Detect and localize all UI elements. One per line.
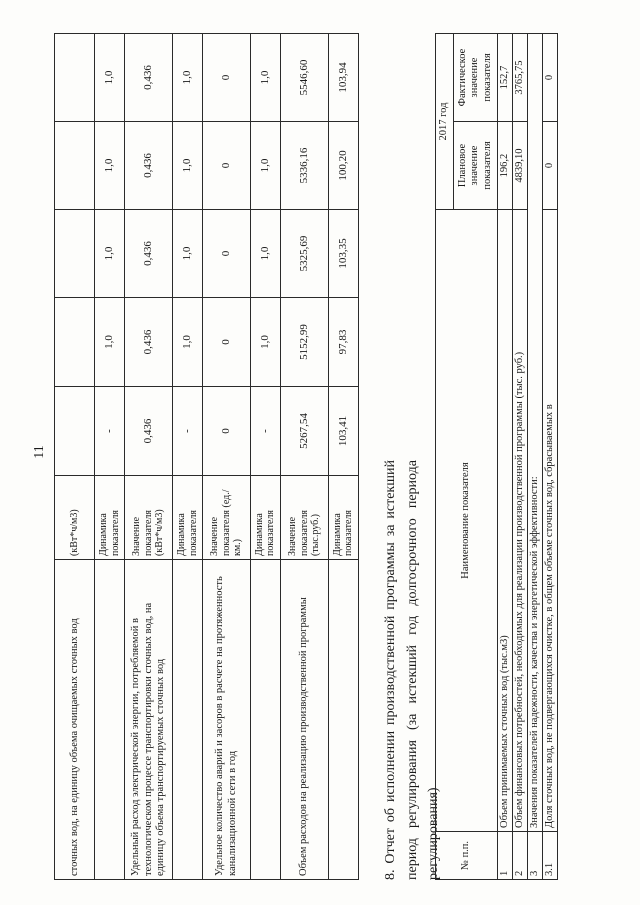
table-row <box>95 34 125 880</box>
value-cell: 1,0 <box>250 34 280 122</box>
row-number: 3 <box>528 832 543 880</box>
value-cell: 1,0 <box>95 210 125 298</box>
value-cell: 1,0 <box>95 34 125 122</box>
row-name: Значения показателей надежности, качества и энергетической эффективности: <box>528 34 543 832</box>
indicator-name <box>328 560 358 880</box>
actual-value: 152,7 <box>498 34 513 122</box>
actual-value: 0 <box>543 34 558 122</box>
program-report-table <box>435 33 558 880</box>
page-number: 11 <box>32 445 47 459</box>
column-header-number: № п.п. <box>436 832 498 880</box>
value-cell: 5336,16 <box>281 122 329 210</box>
table-row <box>125 34 173 880</box>
planned-value: 196,2 <box>498 122 513 210</box>
unit-cell: Динамика показателя <box>95 476 125 560</box>
value-cell: 5546,60 <box>281 34 329 122</box>
value-cell: 5267,54 <box>281 387 329 476</box>
unit-cell: Динамика показателя <box>328 476 358 560</box>
document-sheet <box>20 12 620 892</box>
table-row <box>281 34 329 880</box>
value-cell: - <box>173 387 203 476</box>
indicators-table <box>54 33 359 880</box>
indicator-name <box>95 560 125 880</box>
table-row <box>543 34 558 880</box>
row-number: 1 <box>498 832 513 880</box>
table-row <box>513 34 528 880</box>
column-header-actual: Фактическое значение показателя <box>454 34 498 122</box>
unit-cell: Значение показателя (тыс.руб.) <box>281 476 329 560</box>
row-number: 3.1 <box>543 832 558 880</box>
value-cell <box>55 298 95 387</box>
value-cell <box>55 34 95 122</box>
row-number: 2 <box>513 832 528 880</box>
header-row <box>436 34 454 880</box>
column-header-planned: Плановое значение показателя <box>454 122 498 210</box>
table-row <box>203 34 251 880</box>
table-row <box>328 34 358 880</box>
table-row <box>173 34 203 880</box>
indicator-name <box>250 560 280 880</box>
planned-value: 0 <box>543 122 558 210</box>
value-cell <box>55 122 95 210</box>
row-name: Объем финансовых потребностей, необходимых для реализации производственной программы (тыс. руб.) <box>513 210 528 832</box>
indicator-name: Удельное количество аварий и засоров в расчете на протяженность канализационной сети в год <box>203 560 251 880</box>
unit-cell: Динамика показателя <box>173 476 203 560</box>
indicator-name <box>173 560 203 880</box>
value-cell: 0 <box>203 387 251 476</box>
value-cell: 0,436 <box>125 34 173 122</box>
value-cell: 100,20 <box>328 122 358 210</box>
table-row <box>498 34 513 880</box>
value-cell: 1,0 <box>95 122 125 210</box>
table-row <box>528 34 543 880</box>
planned-value: 4839,10 <box>513 122 528 210</box>
value-cell: 1,0 <box>173 210 203 298</box>
value-cell: 0,436 <box>125 122 173 210</box>
value-cell: 1,0 <box>173 34 203 122</box>
value-cell: 1,0 <box>250 298 280 387</box>
value-cell: 103,35 <box>328 210 358 298</box>
value-cell: 103,41 <box>328 387 358 476</box>
row-name: Объем принимаемых сточных вод (тыс.м3) <box>498 210 513 832</box>
value-cell: 1,0 <box>95 298 125 387</box>
column-header-name: Наименование показателя <box>436 210 498 832</box>
value-cell: 1,0 <box>250 122 280 210</box>
column-header-year: 2017 год <box>436 34 454 210</box>
indicator-name: Удельный расход электрической энергии, потребляемой в технологическом процессе транспортировки сточных вод, на единицу объема транспортируемых сточных вод <box>125 560 173 880</box>
value-cell: 1,0 <box>173 298 203 387</box>
value-cell <box>55 387 95 476</box>
value-cell: 0 <box>203 298 251 387</box>
value-cell: 1,0 <box>250 210 280 298</box>
value-cell: 0,436 <box>125 210 173 298</box>
table-row <box>55 34 95 880</box>
section-heading: 8. Отчет об исполнении производственной программы за истекший период регулирования (за истекший год долгосрочного периода регулирования) <box>383 460 442 880</box>
value-cell: 0 <box>203 210 251 298</box>
value-cell: 1,0 <box>173 122 203 210</box>
unit-cell: Значение показателя (кВт*ч/м3) <box>125 476 173 560</box>
value-cell: 5152,99 <box>281 298 329 387</box>
value-cell: - <box>250 387 280 476</box>
indicator-name: сточных вод, на единицу объема очищаемых сточных вод <box>55 560 95 880</box>
value-cell: - <box>95 387 125 476</box>
table-row <box>250 34 280 880</box>
value-cell <box>55 210 95 298</box>
value-cell: 0,436 <box>125 298 173 387</box>
value-cell: 0 <box>203 122 251 210</box>
value-cell: 5325,69 <box>281 210 329 298</box>
indicator-name: Объем расходов на реализацию производственной программы <box>281 560 329 880</box>
value-cell: 97,83 <box>328 298 358 387</box>
unit-cell: Динамика показателя <box>250 476 280 560</box>
unit-cell: (кВт*ч/м3) <box>55 476 95 560</box>
value-cell: 0,436 <box>125 387 173 476</box>
value-cell: 103,94 <box>328 34 358 122</box>
actual-value: 3765,75 <box>513 34 528 122</box>
value-cell: 0 <box>203 34 251 122</box>
row-name: Доля сточных вод, не подвергающихся очистке, в общем объеме сточных вод, сбрасываемых в <box>543 210 558 832</box>
unit-cell: Значение показателя (ед./км.) <box>203 476 251 560</box>
